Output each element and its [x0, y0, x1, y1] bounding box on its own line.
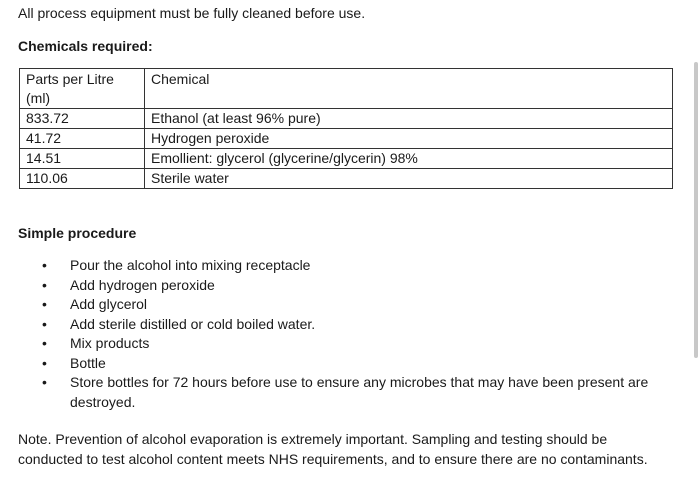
cell-chemical: Ethanol (at least 96% pure) — [145, 109, 673, 129]
list-item — [36, 334, 666, 354]
list-item — [36, 354, 666, 374]
bullet-icon: • — [42, 354, 47, 371]
cell-chemical: Sterile water — [145, 169, 673, 189]
cell-amount: 41.72 — [20, 129, 145, 149]
procedure-list — [36, 256, 666, 412]
table-header-row — [20, 69, 673, 109]
bullet-icon: • — [42, 296, 47, 312]
list-item — [36, 295, 666, 315]
table-row — [20, 109, 673, 129]
step-text: Add glycerol — [70, 296, 148, 312]
list-item — [36, 373, 666, 412]
intro-text: All process equipment must be fully cleaned before use. — [18, 5, 366, 21]
chemicals-table — [19, 68, 673, 189]
vertical-scrollbar[interactable] — [694, 62, 698, 358]
cell-amount: 110.06 — [20, 169, 145, 189]
step-text: Pour the alcohol into mixing receptacle — [70, 257, 311, 273]
cell-chemical: Hydrogen peroxide — [145, 129, 673, 149]
header-parts-per-litre: Parts per Litre (ml) — [20, 69, 145, 109]
header-chemical: Chemical — [145, 69, 673, 109]
step-text: Add sterile distilled or cold boiled water. — [70, 315, 316, 332]
bullet-icon: • — [42, 335, 47, 351]
bullet-icon: • — [42, 276, 47, 293]
table-row — [20, 169, 673, 189]
cell-amount: 833.72 — [20, 109, 145, 129]
step-text: Bottle — [70, 354, 106, 371]
list-item — [36, 256, 666, 276]
note-paragraph: Note. Prevention of alcohol evaporation is extremely important. Sampling and testing should be conducted to test alcohol content meets NHS requirements, and to ensure there are no contaminants. — [18, 431, 648, 467]
chemicals-heading: Chemicals required: — [18, 38, 153, 54]
step-text: Store bottles for 72 hours before use to ensure any microbes that may have been present are destroyed. — [70, 374, 649, 410]
bullet-icon: • — [42, 315, 47, 332]
list-item — [36, 276, 666, 296]
procedure-heading: Simple procedure — [18, 225, 137, 241]
cell-amount: 14.51 — [20, 149, 145, 169]
step-text: Mix products — [70, 335, 150, 351]
bullet-icon: • — [42, 257, 47, 273]
step-text: Add hydrogen peroxide — [70, 276, 215, 293]
table-row — [20, 149, 673, 169]
bullet-icon: • — [42, 374, 47, 390]
cell-chemical: Emollient: glycerol (glycerine/glycerin) 98% — [145, 149, 673, 169]
list-item — [36, 315, 666, 335]
table-row — [20, 129, 673, 149]
